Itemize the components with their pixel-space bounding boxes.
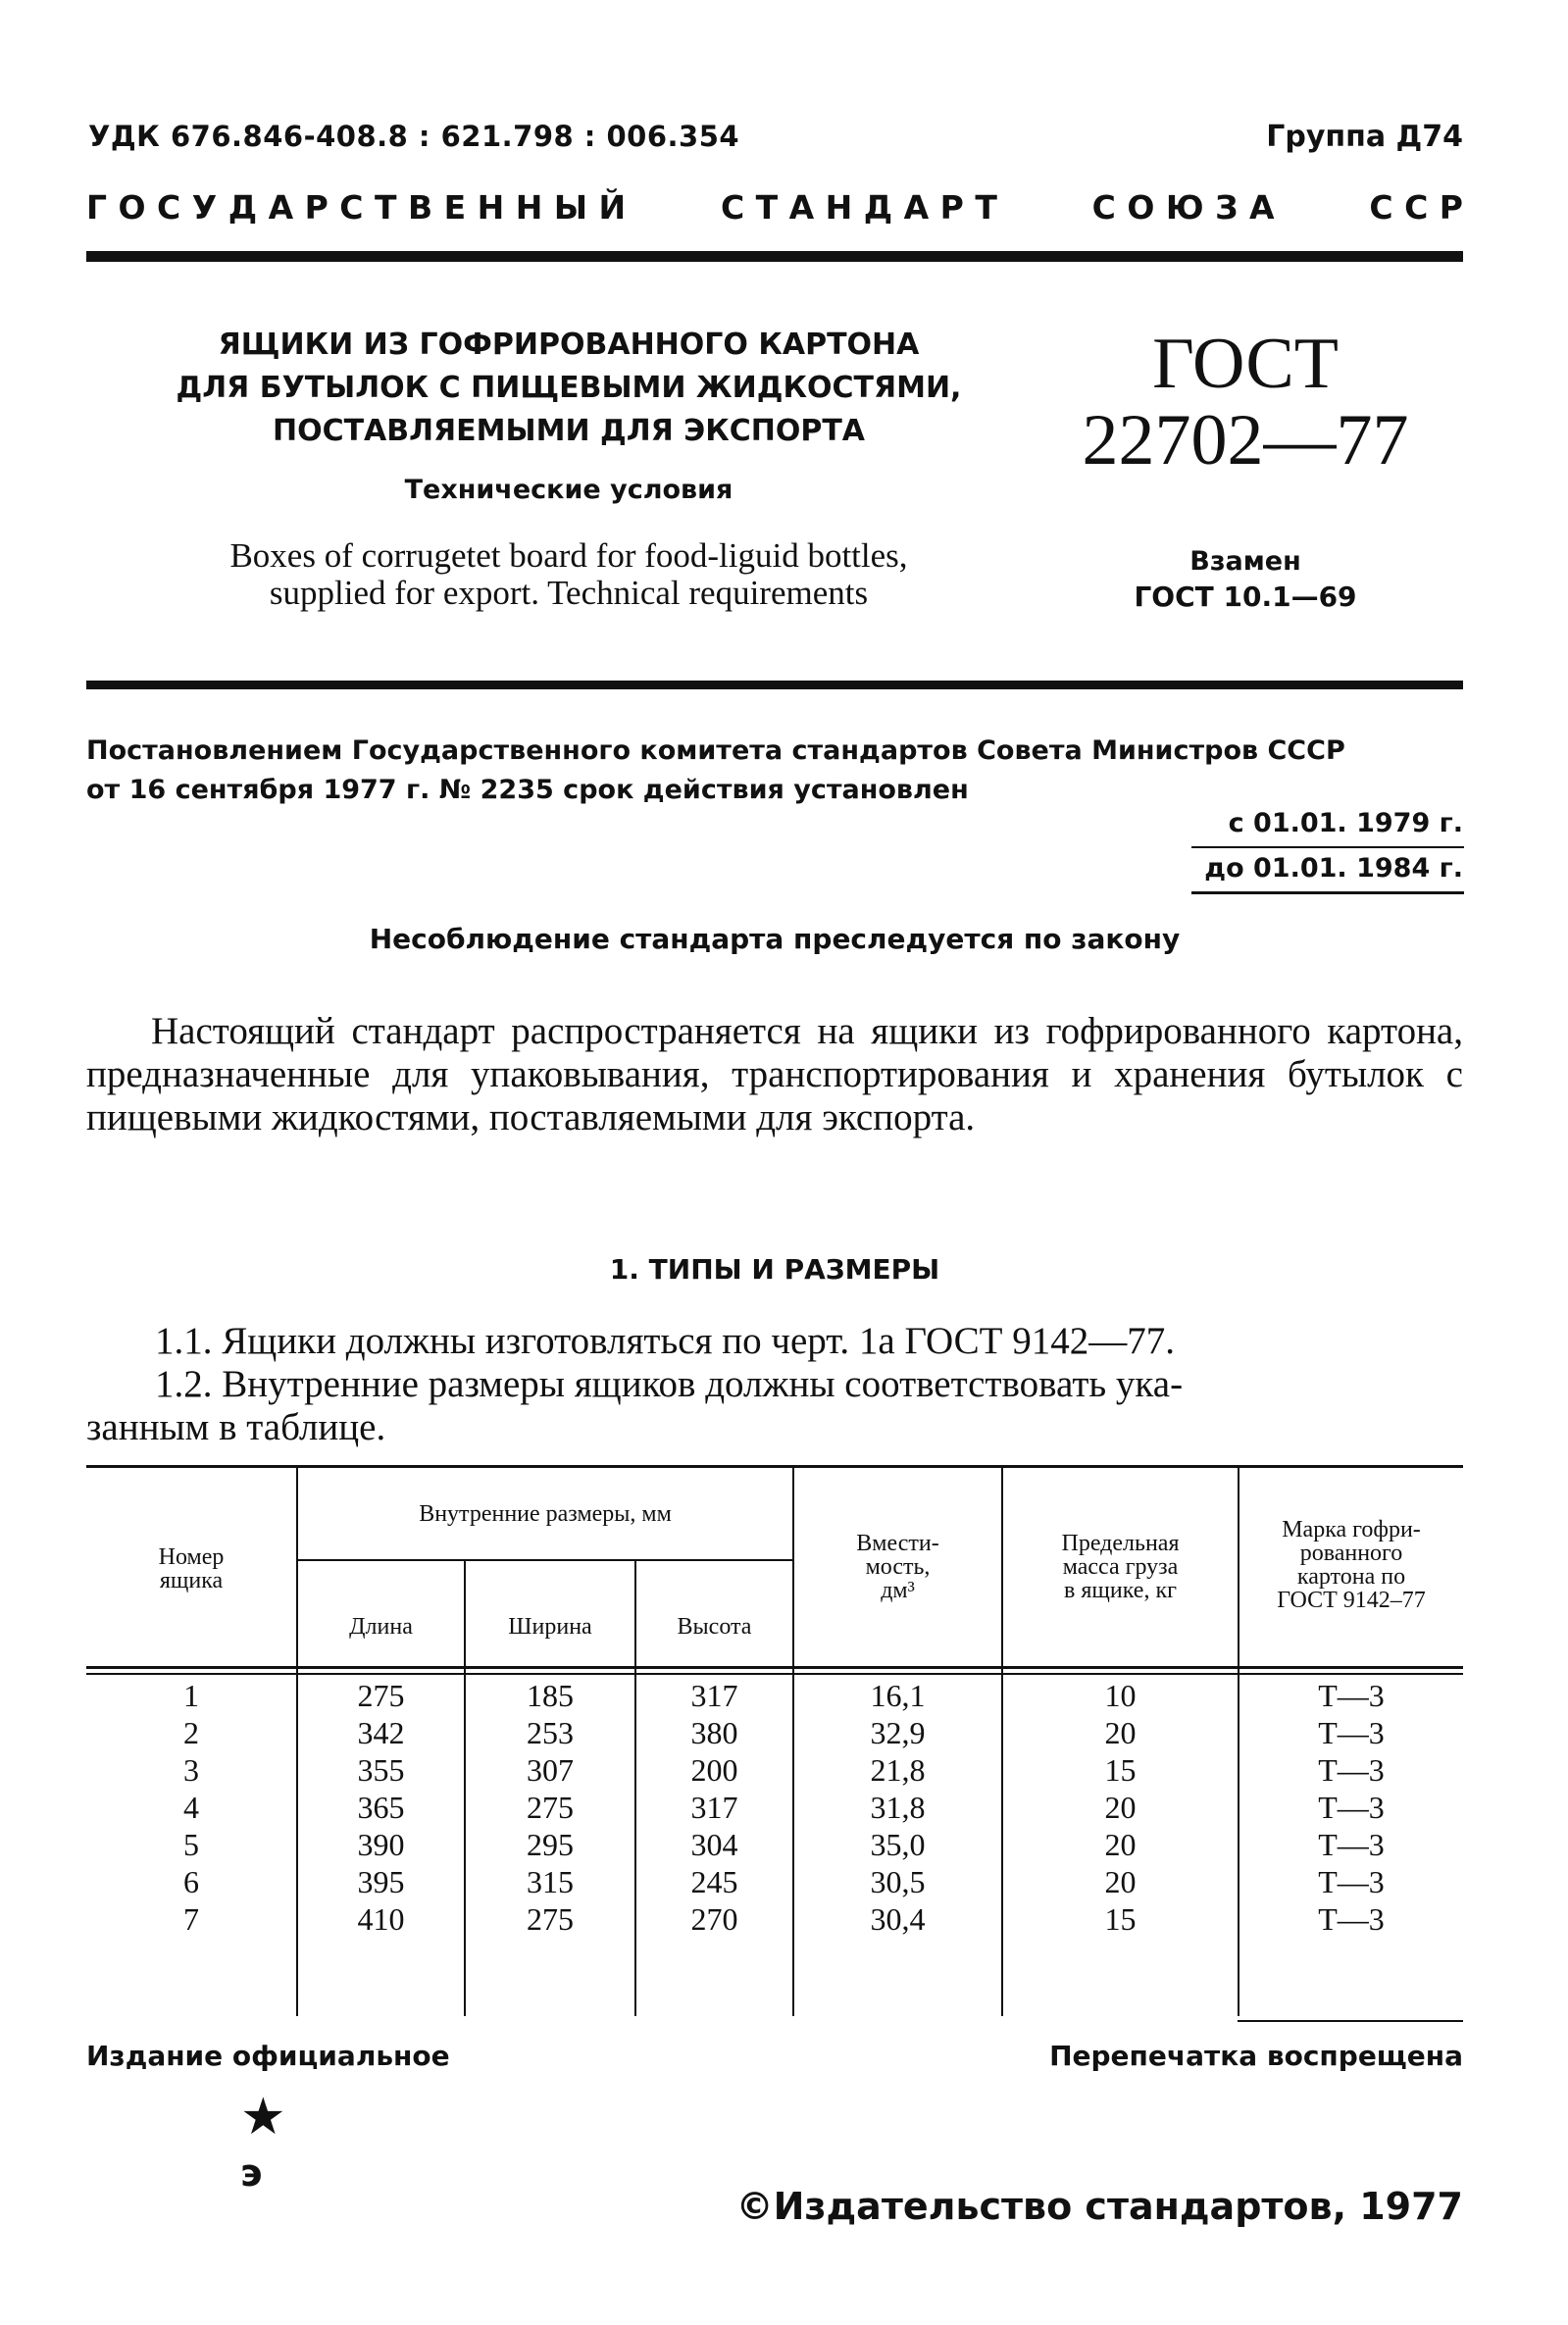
table-cell-length: 355	[357, 1752, 405, 1788]
state-standard-banner	[86, 188, 1463, 227]
intro-paragraph	[86, 1010, 1463, 1139]
banner-word: С О Ю З А	[1091, 188, 1275, 227]
english-title-line-2: supplied for export. Technical requirements	[269, 574, 869, 612]
header-length: Длина	[349, 1614, 413, 1640]
decree-line-2: от 16 сентября 1977 г. № 2235 срок действия установлен	[86, 775, 969, 805]
header-max-mass	[1003, 1532, 1238, 1602]
table-cell-width: 275	[527, 1790, 574, 1825]
table-cell-number: 5	[183, 1827, 199, 1862]
table-cell-capacity: 21,8	[870, 1752, 926, 1788]
table-cell-length: 410	[357, 1901, 405, 1937]
table-cell-number: 7	[183, 1901, 199, 1937]
column-number	[86, 1677, 296, 1938]
header-grade	[1239, 1518, 1463, 1612]
table-cell-number: 2	[183, 1715, 199, 1750]
header-capacity	[794, 1532, 1001, 1602]
banner-word: С С Р	[1369, 188, 1463, 227]
valid-from-underline	[1191, 846, 1464, 848]
udc-code: УДК 676.846-408.8 : 621.798 : 006.354	[88, 120, 740, 153]
table-cell-mass: 20	[1104, 1827, 1137, 1862]
table-cell-capacity: 16,1	[870, 1678, 926, 1713]
column-length	[298, 1677, 464, 1938]
table-cell-capacity: 31,8	[870, 1790, 926, 1825]
table-cell-length: 342	[357, 1715, 405, 1750]
table-header-rule	[86, 1666, 1463, 1669]
table-cell-height: 317	[690, 1790, 738, 1825]
valid-from: с 01.01. 1979 г.	[1228, 808, 1463, 838]
reprint-prohibited: Перепечатка воспрещена	[1049, 2040, 1463, 2072]
table-cell-mass: 20	[1104, 1864, 1137, 1899]
table-cell-width: 295	[527, 1827, 574, 1862]
header-capacity-line-3: дм³	[881, 1578, 915, 1603]
valid-to-underline	[1191, 891, 1464, 894]
replaces-value: ГОСТ 10.1—69	[1134, 581, 1357, 613]
table-cell-height: 380	[690, 1715, 738, 1750]
table-cell-mass: 10	[1104, 1678, 1137, 1713]
document-title	[98, 324, 1039, 453]
header-number-line-1: Номер	[158, 1544, 225, 1570]
table-cell-number: 3	[183, 1752, 199, 1788]
table-cell-mass: 15	[1104, 1901, 1137, 1937]
table-cell-grade: Т—3	[1318, 1827, 1385, 1862]
header-height: Высота	[677, 1614, 752, 1640]
table-top-rule	[86, 1465, 1463, 1468]
table-cell-length: 395	[357, 1864, 405, 1899]
column-capacity	[794, 1677, 1001, 1938]
table-cell-width: 307	[527, 1752, 574, 1788]
paragraph-1-2-line-2: занным в таблице.	[86, 1406, 386, 1448]
table-cell-mass: 20	[1104, 1790, 1137, 1825]
gost-label: ГОСТ	[1152, 324, 1339, 404]
paragraph-1-2	[86, 1363, 1463, 1449]
english-title-line-1: Boxes of corrugetet board for food-liguid bottles,	[229, 536, 908, 575]
table-cell-number: 4	[183, 1790, 199, 1825]
title-line-3: ПОСТАВЛЯЕМЫМИ ДЛЯ ЭКСПОРТА	[272, 414, 866, 448]
table-cell-grade: Т—3	[1318, 1678, 1385, 1713]
paragraph-1-1	[86, 1320, 1463, 1363]
table-cell-grade: Т—3	[1318, 1752, 1385, 1788]
table-cell-height: 245	[690, 1864, 738, 1899]
header-max-mass-line-3: в ящике, кг	[1064, 1578, 1177, 1603]
table-cell-capacity: 30,5	[870, 1864, 926, 1899]
valid-to: до 01.01. 1984 г.	[1204, 853, 1463, 884]
title-line-1: ЯЩИКИ ИЗ ГОФРИРОВАННОГО КАРТОНА	[218, 328, 920, 362]
table-cell-capacity: 32,9	[870, 1715, 926, 1750]
decree-text	[86, 732, 1463, 810]
header-number	[86, 1545, 296, 1592]
header-grade-line-3: картона по	[1296, 1564, 1406, 1590]
table-cell-mass: 20	[1104, 1715, 1137, 1750]
table-cell-width: 185	[527, 1678, 574, 1713]
header-internal-dims: Внутренние размеры, мм	[419, 1501, 672, 1527]
intro-text: Настоящий стандарт распространяется на ящики из гофрированного картона, предназначенные для упаковывания, транспортирования и хранения бутылок с пищевыми жидкостями, поставляемыми для экспорта.	[86, 1010, 1463, 1138]
replaces-label: Взамен	[1189, 546, 1301, 577]
document-subtitle: Технические условия	[404, 475, 733, 505]
paragraph-1-2-line-1	[86, 1363, 1463, 1406]
table-subheader-rule	[296, 1559, 792, 1561]
table-cell-height: 317	[690, 1678, 738, 1713]
header-grade-line-4: ГОСТ 9142–77	[1277, 1588, 1426, 1613]
table-cell-grade: Т—3	[1318, 1864, 1385, 1899]
table-cell-length: 390	[357, 1827, 405, 1862]
header-width: Ширина	[508, 1614, 592, 1640]
english-title	[98, 537, 1039, 612]
paragraph-1-1-text: 1.1. Ящики должны изготовляться по черт. 1а ГОСТ 9142—77.	[155, 1320, 1175, 1362]
table-cell-grade: Т—3	[1318, 1901, 1385, 1937]
e-mark: э	[240, 2151, 263, 2195]
group-code: Группа Д74	[1266, 120, 1463, 154]
table-cell-length: 275	[357, 1678, 405, 1713]
table-cell-width: 315	[527, 1864, 574, 1899]
table-cell-length: 365	[357, 1790, 405, 1825]
table-cell-number: 1	[183, 1678, 199, 1713]
table-cell-capacity: 30,4	[870, 1901, 926, 1937]
title-line-2: ДЛЯ БУТЫЛОК С ПИЩЕВЫМИ ЖИДКОСТЯМИ,	[176, 371, 962, 405]
table-cell-height: 304	[690, 1827, 738, 1862]
header-capacity-line-2: мость,	[865, 1554, 931, 1580]
copyright: ©Издательство стандартов, 1977	[735, 2185, 1463, 2228]
header-rule	[86, 251, 1463, 262]
paragraph-1-2-first: 1.2. Внутренние размеры ящиков должны соответствовать ука-	[155, 1363, 1184, 1405]
column-width	[466, 1677, 634, 1938]
official-edition: Издание официальное	[86, 2040, 450, 2072]
banner-word: Г О С У Д А Р С Т В Е Н Н Ы Й	[86, 188, 627, 227]
title-rule	[86, 681, 1463, 689]
table-cell-height: 200	[690, 1752, 738, 1788]
table-cell-width: 253	[527, 1715, 574, 1750]
header-max-mass-line-1: Предельная	[1061, 1531, 1180, 1556]
section-heading: 1. ТИПЫ И РАЗМЕРЫ	[609, 1253, 940, 1286]
table-cell-number: 6	[183, 1864, 199, 1899]
footer-rule	[1238, 2020, 1463, 2022]
table-cell-grade: Т—3	[1318, 1790, 1385, 1825]
gost-number: 22702—77	[1082, 400, 1409, 480]
table-cell-height: 270	[690, 1901, 738, 1937]
header-number-line-2: ящика	[159, 1568, 224, 1593]
decree-line-1: Постановлением Государственного комитета стандартов Совета Министров СССР	[86, 735, 1345, 766]
column-height	[636, 1677, 792, 1938]
table-cell-grade: Т—3	[1318, 1715, 1385, 1750]
table-cell-width: 275	[527, 1901, 574, 1937]
banner-word: С Т А Н Д А Р Т	[720, 188, 997, 227]
header-grade-line-2: рованного	[1299, 1541, 1403, 1566]
header-capacity-line-1: Вмести-	[856, 1531, 939, 1556]
table-cell-capacity: 35,0	[870, 1827, 926, 1862]
table-cell-mass: 15	[1104, 1752, 1137, 1788]
header-max-mass-line-2: масса груза	[1062, 1554, 1179, 1580]
column-grade	[1239, 1677, 1463, 1938]
header-grade-line-1: Марка гофри-	[1282, 1517, 1421, 1542]
star-icon: ★	[240, 2090, 286, 2146]
column-mass	[1003, 1677, 1238, 1938]
table-header-rule-2	[86, 1673, 1463, 1675]
law-notice: Несоблюдение стандарта преследуется по закону	[369, 923, 1181, 955]
